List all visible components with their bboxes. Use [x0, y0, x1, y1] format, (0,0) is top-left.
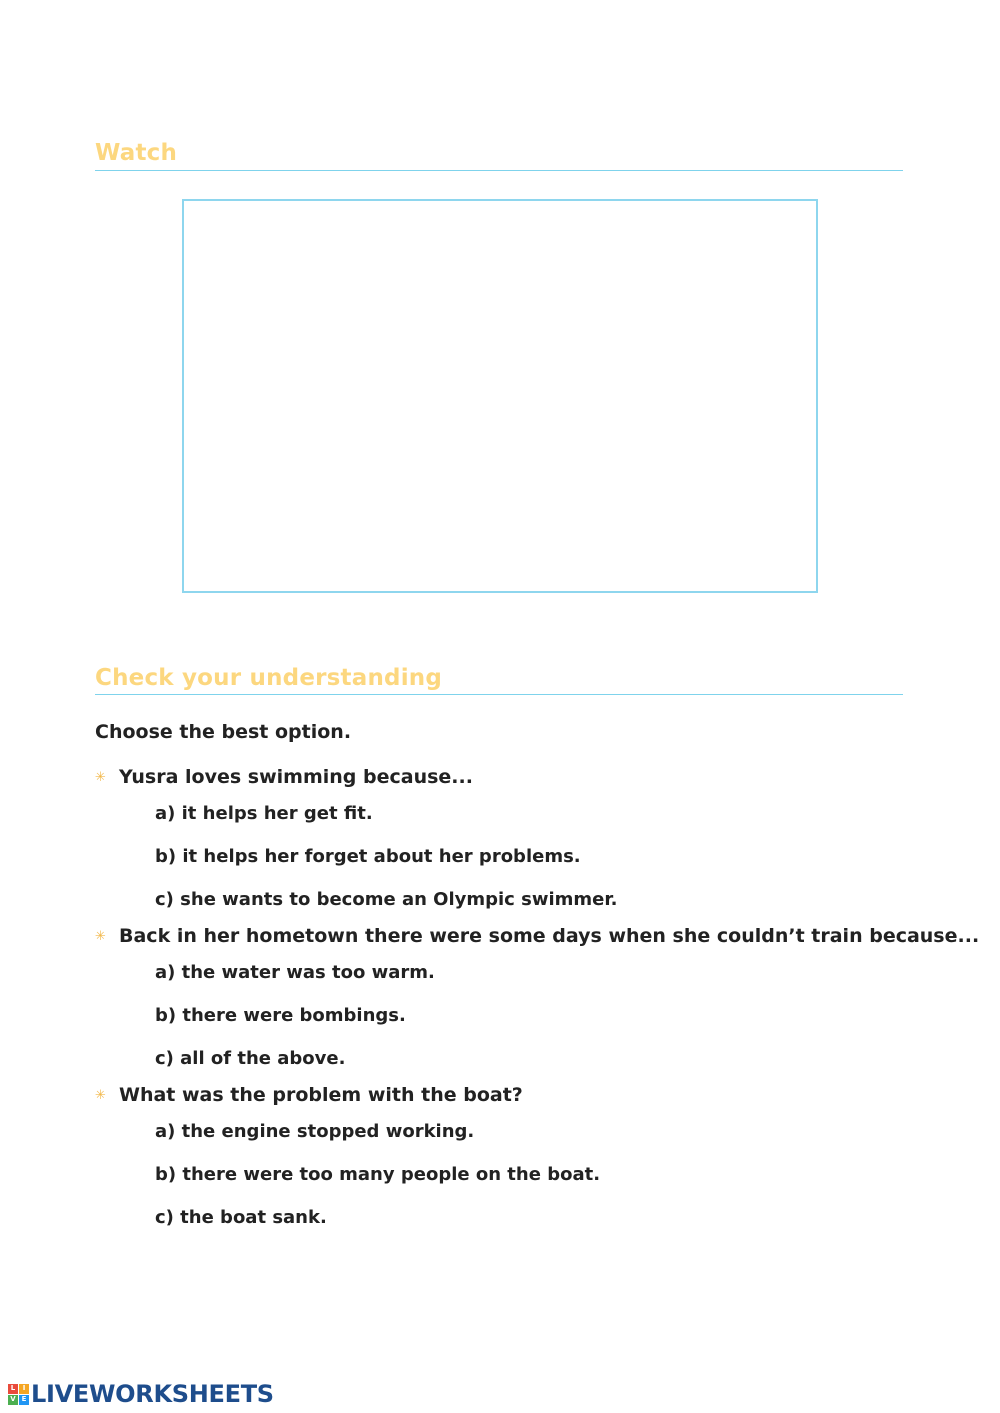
question-list	[95, 762, 980, 1239]
sun-bullet-icon: ✳	[95, 928, 106, 944]
watch-heading: Watch	[95, 140, 178, 166]
answer-option[interactable]: c) she wants to become an Olympic swimmer.	[155, 889, 618, 910]
sun-bullet-icon: ✳	[95, 769, 106, 785]
answer-option[interactable]: c) the boat sank.	[155, 1207, 327, 1228]
answer-option[interactable]: c) all of the above.	[155, 1048, 346, 1069]
check-understanding-heading: Check your understanding	[95, 665, 443, 691]
instruction-text: Choose the best option.	[95, 721, 352, 743]
logo-letter: V	[8, 1395, 18, 1405]
logo-wordmark: LIVEWORKSHEETS	[31, 1380, 274, 1408]
question-item	[95, 762, 955, 921]
option-list	[95, 951, 955, 1080]
answer-option[interactable]: b) there were too many people on the boat.	[155, 1164, 601, 1185]
check-understanding-divider	[95, 694, 903, 695]
question-text: What was the problem with the boat?	[119, 1084, 523, 1106]
answer-option[interactable]: a) the engine stopped working.	[155, 1121, 475, 1142]
logo-mark-icon	[8, 1384, 29, 1405]
question-item	[95, 921, 980, 1080]
answer-option[interactable]: a) the water was too warm.	[155, 962, 435, 983]
liveworksheets-logo[interactable]	[8, 1379, 274, 1409]
option-list	[95, 1110, 955, 1239]
sun-bullet-icon: ✳	[95, 1087, 106, 1103]
question-item	[95, 1080, 955, 1239]
logo-letter: E	[19, 1395, 29, 1405]
logo-letter: I	[19, 1384, 29, 1394]
question-text: Back in her hometown there were some days when she couldn’t train because...	[119, 925, 980, 947]
answer-option[interactable]: a) it helps her get fit.	[155, 803, 373, 824]
answer-option[interactable]: b) there were bombings.	[155, 1005, 406, 1026]
answer-option[interactable]: b) it helps her forget about her problems.	[155, 846, 581, 867]
video-player-frame[interactable]	[182, 199, 818, 593]
question-text: Yusra loves swimming because...	[119, 766, 473, 788]
logo-letter: L	[8, 1384, 18, 1394]
watch-divider	[95, 170, 903, 171]
option-list	[95, 792, 955, 921]
